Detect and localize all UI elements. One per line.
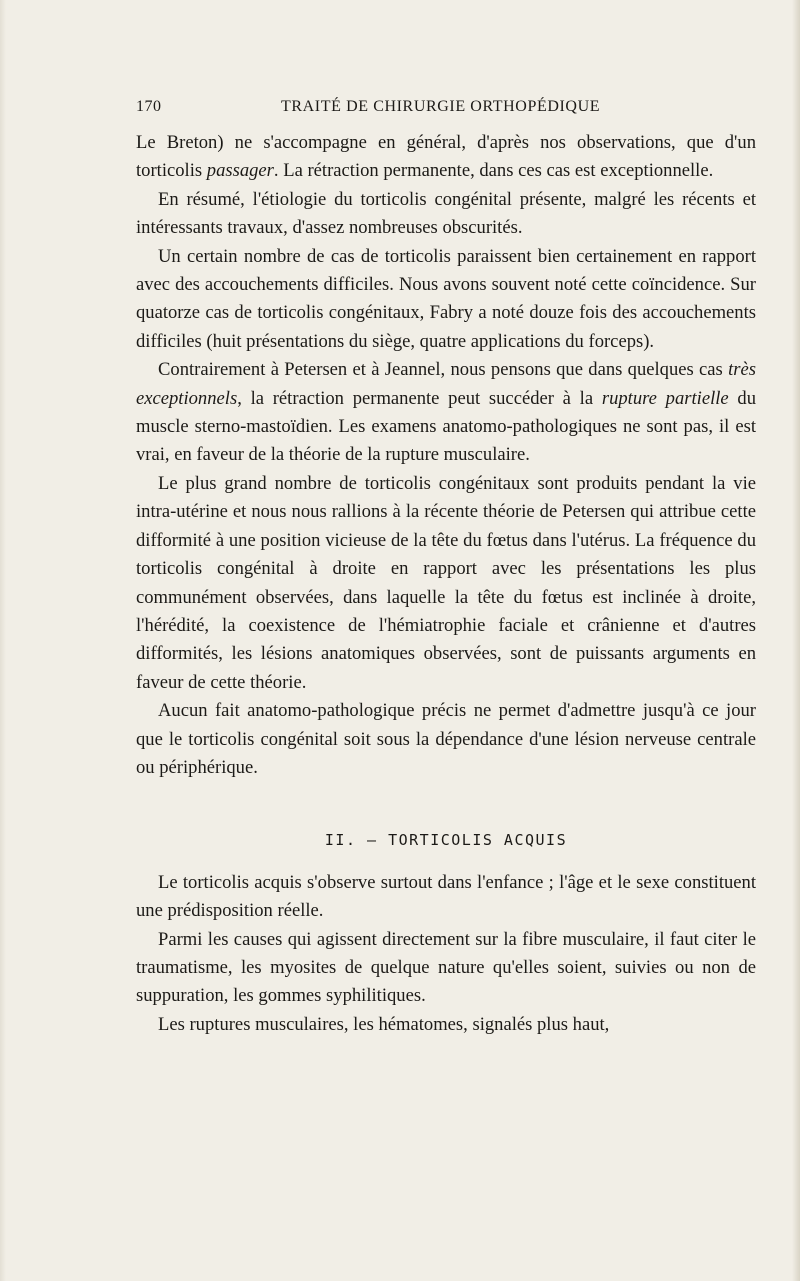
paragraphs-after-heading bbox=[136, 869, 756, 1039]
text-run: , la rétraction permanente peut succéder à la bbox=[237, 387, 602, 409]
text-run: Aucun fait anatomo-pathologique précis ne permet d'admettre jusqu'à ce jour que le torticolis congénital soit sous la dépendance d'une lésion nerveuse centrale ou périphérique. bbox=[136, 700, 756, 778]
text-run: . La rétraction permanente, dans ces cas est exceptionnelle. bbox=[273, 160, 714, 182]
italic-text: passager bbox=[206, 160, 274, 182]
paragraph bbox=[136, 243, 756, 357]
paragraph bbox=[136, 697, 756, 782]
text-run: du muscle sterno-mastoïdien. Les examens anatomo-pathologiques ne sont pas, il est vrai, en faveur de la théorie de la rupture musculaire. bbox=[136, 387, 756, 466]
paragraph bbox=[136, 129, 756, 186]
text-run: Parmi les causes qui agissent directement sur la fibre musculaire, il faut citer le traumatisme, les myosites de quelque nature qu'elles soient, suivies ou non de suppuration, les gommes syphilitiques. bbox=[136, 928, 756, 1007]
paragraph bbox=[136, 926, 756, 1011]
page-right-edge-shadow bbox=[792, 0, 800, 1281]
page-number: 170 bbox=[136, 98, 162, 115]
paragraph bbox=[136, 1011, 756, 1039]
paragraph bbox=[136, 356, 756, 470]
text-run: Un certain nombre de cas de torticolis paraissent bien certainement en rapport avec des accouchements difficiles. Nous avons souvent noté cette coïncidence. Sur quatorze cas de torticolis congénitaux, Fabry a noté douze fois des accouchements difficiles (huit présentations du siège, quatre applications du forceps). bbox=[136, 245, 756, 352]
text-run: Contrairement à Petersen et à Jeannel, nous pensons que dans quelques cas bbox=[158, 359, 729, 381]
italic-text: rupture partielle bbox=[601, 387, 729, 409]
text-run: En résumé, l'étiologie du torticolis congénital présente, malgré les récents et intéressants travaux, d'assez nombreuses obscurités. bbox=[136, 188, 756, 239]
section-heading: II. — TORTICOLIS ACQUIS bbox=[324, 831, 568, 850]
running-title: TRAITÉ DE CHIRURGIE ORTHOPÉDIQUE bbox=[281, 98, 601, 115]
paragraphs-before-heading bbox=[136, 129, 756, 782]
text-block bbox=[136, 129, 756, 1039]
paragraph bbox=[136, 869, 756, 926]
text-run: Le Breton) ne s'accompagne en général, d'après nos observations, que d'un torticolis bbox=[136, 132, 756, 182]
paragraph bbox=[136, 470, 756, 697]
running-head bbox=[136, 98, 776, 122]
text-run: Le torticolis acquis s'observe surtout dans l'enfance ; l'âge et le sexe constituent une prédisposition réelle. bbox=[136, 871, 756, 922]
text-run: Le plus grand nombre de torticolis congénitaux sont produits pendant la vie intra-utérine et nous nous rallions à la récente théorie de Petersen qui attribue cette difformité à une position vicieuse de la tête du fœtus dans l'utérus. La fréquence du torticolis congénital à droite en rapport avec les présentations les plus communément observées, dans laquelle la tête du fœtus est inclinée à droite, l'hérédité, la coexistence de l'hémiatrophie faciale et crânienne et d'autres difformités, les lésions anatomiques observées, sont de puissants arguments en faveur de cette théorie. bbox=[136, 472, 756, 693]
paragraph bbox=[136, 186, 756, 243]
text-run: Les ruptures musculaires, les hématomes, signalés plus haut, bbox=[158, 1013, 610, 1035]
italic-text: très exceptionnels bbox=[136, 359, 756, 409]
page-left-edge-shadow bbox=[0, 0, 6, 1281]
